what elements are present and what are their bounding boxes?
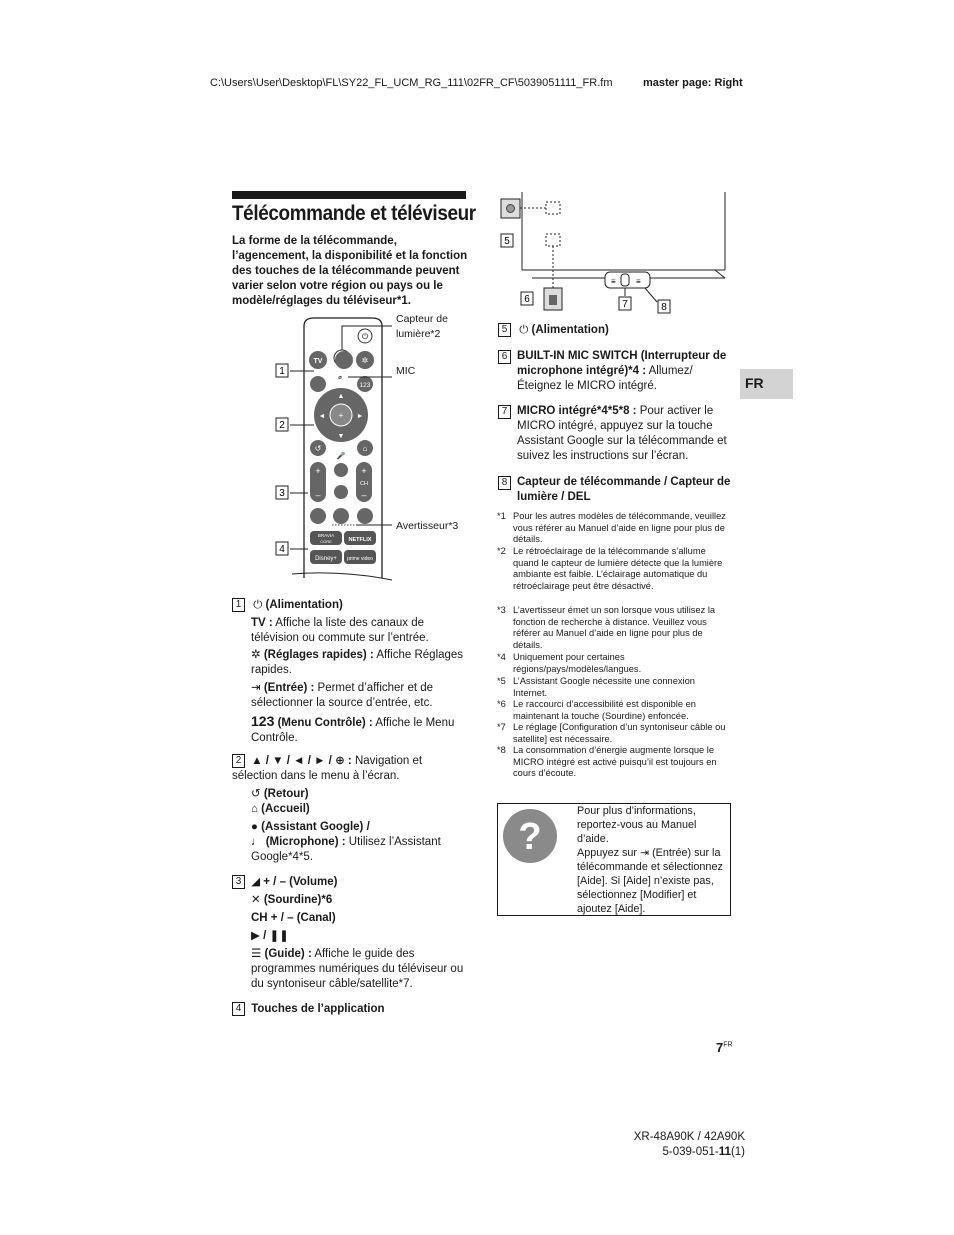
footnote-1	[497, 511, 731, 546]
help-symbol: ?	[518, 816, 542, 858]
disney-text: Disney+	[315, 556, 337, 562]
footnote-6	[497, 699, 731, 722]
part-number	[600, 1145, 745, 1160]
help-line-2b: (Entrée) sur la télécommande et sélectionnez [Aide]. Si [Aide] n’existe pas, sélectionnez [Modifier] et ajoutez [Aide].	[577, 847, 723, 915]
back-label: (Retour)	[263, 788, 309, 800]
quick-key: (Réglages rapides) :	[263, 649, 374, 661]
sensor-label: Capteur de	[396, 313, 448, 325]
footnote-7	[497, 722, 731, 745]
tv-power-label: (Alimentation)	[531, 324, 609, 337]
section-1	[232, 598, 468, 613]
quick-desc: Affiche Réglages rapides.	[251, 649, 464, 676]
home-label: (Accueil)	[261, 803, 310, 815]
footnote-8	[497, 745, 731, 780]
part-number-b: 11	[718, 1146, 731, 1158]
footnote-mark: *5	[497, 676, 506, 686]
svg-text:◄: ◄	[318, 413, 326, 420]
volume-icon: ◢	[251, 876, 261, 889]
bravia-text: BRAVIA	[317, 533, 335, 538]
section-4	[232, 1002, 468, 1017]
footnote-2	[497, 546, 731, 592]
footnote-mark: *8	[497, 745, 506, 755]
app-keys-label: Touches de l’application	[251, 1003, 385, 1016]
num-7: 7	[498, 405, 511, 419]
svg-text:≡: ≡	[611, 277, 616, 286]
svg-text:▲: ▲	[337, 393, 345, 400]
play-pause-separator: /	[263, 930, 267, 942]
footnote-mark: *7	[497, 722, 506, 732]
input-desc: Permet d’afficher et de sélectionner la source d’entrée, etc.	[251, 682, 434, 709]
play-button	[310, 508, 326, 524]
sensor-label-2: lumière*2	[396, 328, 441, 340]
assistant-label: (Assistant Google) /	[261, 821, 370, 833]
menu-desc: Affiche le Menu Contrôle.	[251, 717, 455, 744]
svg-text:⌂: ⌂	[362, 444, 368, 453]
footnote-text: L’avertisseur émet un son lorsque vous utilisez la fonction de recherche à distance. Veuillez vous référer au Manuel d’aide en ligne pour plus de détails.	[513, 605, 716, 650]
svg-text:+: +	[361, 466, 367, 476]
svg-text:+: +	[315, 466, 321, 476]
tv-figure	[497, 192, 733, 318]
svg-text:▼: ▼	[337, 433, 345, 440]
footnote-text: Uniquement pour certaines régions/pays/modèles/langues.	[513, 652, 642, 674]
mute-entry	[232, 893, 332, 908]
section-7	[498, 404, 732, 464]
svg-text:–: –	[315, 490, 321, 500]
footnote-mark: *6	[497, 699, 506, 709]
input-entry	[232, 681, 469, 711]
help-icon	[500, 806, 560, 866]
tv-entry	[232, 616, 469, 646]
google-assistant-top-button	[335, 351, 353, 369]
tv-power-location	[546, 202, 560, 214]
power-icon: ⏻	[253, 599, 263, 612]
svg-text:–: –	[361, 490, 367, 500]
num-1: 1	[232, 598, 245, 612]
play-pause-entry	[232, 929, 289, 944]
play-icon: ▶	[251, 930, 260, 942]
gear-icon: ✲	[251, 649, 261, 661]
guide-entry	[232, 947, 469, 992]
tv-num-8: 8	[661, 302, 667, 313]
remote-cut-line	[292, 573, 392, 580]
builtin-mic-desc: Pour activer le MICRO intégré, appuyez sur la touche Assistant Google sur la télécommande et suivez les instructions sur l’écran.	[517, 405, 727, 462]
master-page-label: master page: Right	[643, 77, 743, 89]
fig-num-3: 3	[279, 488, 285, 499]
num-3: 3	[232, 875, 245, 889]
tv-mic-switch-location	[546, 234, 560, 246]
mute-label: (Sourdine)*6	[263, 894, 333, 906]
svg-text:🎤: 🎤	[336, 453, 346, 460]
quick-settings-entry	[232, 648, 469, 678]
footnote-text: Le raccourci d’accessibilité est disponible en maintenant la touche (Sourdine) enfoncée.	[513, 699, 696, 721]
svg-text:≡: ≡	[636, 277, 641, 286]
help-text	[577, 804, 727, 916]
pause-button	[333, 508, 349, 524]
footnote-mark: *1	[497, 511, 506, 521]
svg-text:+: +	[338, 411, 344, 420]
core-text: CORE	[320, 539, 332, 544]
mute-button	[334, 485, 348, 499]
num-2: 2	[232, 754, 245, 768]
section-6	[498, 349, 732, 394]
footnote-4	[497, 652, 731, 675]
input-icon: ⇥	[251, 682, 261, 694]
assistant-entry	[232, 820, 370, 835]
section-8	[498, 475, 732, 505]
nav-desc: Navigation et sélection dans le menu à l’écran.	[232, 755, 423, 783]
pause-icon: ❚❚	[269, 930, 289, 942]
footnote-text: La consommation d’énergie augmente lorsque le MICRO intégré est activé puisqu’il est toujours en cours d’écoute.	[513, 745, 717, 778]
guide-button	[357, 508, 373, 524]
mic-key: (Microphone) :	[265, 836, 346, 848]
assistant-icon: ●	[251, 821, 258, 833]
intro-paragraph: La forme de la télécommande, l’agencement, la disponibilité et la fonction des touches de la télécommande peuvent varier selon votre région ou pays ou le modèle/réglages du téléviseur*1.	[232, 235, 468, 307]
home-icon: ⌂	[251, 803, 258, 815]
num-6: 6	[498, 350, 511, 364]
part-number-c: (1)	[730, 1146, 745, 1158]
page-number	[716, 1040, 733, 1055]
prime-text: prime video	[347, 556, 373, 562]
tv-num-5: 5	[504, 236, 510, 247]
guide-key: (Guide) :	[264, 948, 312, 960]
footnote-text: L’Assistant Google nécessite une connexion Internet.	[513, 676, 695, 698]
section-3	[232, 875, 468, 890]
num-4: 4	[232, 1002, 245, 1016]
help-line-1: Pour plus d’informations, reportez-vous au Manuel d’aide.	[577, 805, 697, 845]
builtin-mic-key: MICRO intégré*4*5*8 :	[517, 405, 637, 417]
mic-label: MIC	[396, 365, 416, 377]
mute-icon: ✕	[251, 894, 261, 906]
mic-mark: ⌀	[338, 375, 342, 381]
fig-num-2: 2	[279, 420, 285, 431]
menu-123-text: 123	[359, 382, 371, 389]
volume-label: + / – (Volume)	[263, 876, 338, 889]
tv-text: TV	[313, 358, 323, 365]
part-number-a: 5-039-051-	[662, 1146, 719, 1158]
footnote-3	[497, 605, 731, 651]
title-rule	[232, 191, 466, 199]
model-name: XR-48A90K / 42A90K	[633, 1131, 745, 1143]
svg-text:↺: ↺	[314, 444, 322, 453]
assistant-button	[334, 463, 348, 477]
page-number-suffix: FR	[723, 1041, 733, 1049]
guide-desc: Affiche le guide des programmes numériques du téléviseur ou du syntoniseur câble/satellite*7.	[251, 948, 464, 990]
power-label: (Alimentation)	[265, 599, 343, 612]
file-path: C:\Users\User\Desktop\FL\SY22_FL_UCM_RG_111\02FR_CF\5039051111_FR.fm	[210, 77, 613, 89]
menu-entry	[232, 714, 469, 746]
guide-icon: ☰	[251, 948, 262, 960]
footnote-mark: *2	[497, 546, 506, 556]
svg-text:⏻: ⏻	[361, 332, 369, 341]
remote-figure	[232, 312, 472, 594]
footnote-text: Pour les autres modèles de télécommande, veuillez vous référer au Manuel d’aide en ligne pour plus de détails.	[513, 511, 726, 544]
mic-desc: Utilisez l’Assistant Google*4*5.	[251, 836, 441, 863]
footnote-5	[497, 676, 731, 699]
home-entry	[232, 802, 310, 817]
tv-num-6: 6	[524, 294, 530, 305]
nav-key: ▲ / ▼ / ◄ / ► / ⊕ :	[251, 755, 352, 768]
svg-text:►: ►	[356, 413, 364, 420]
footnote-text: Le réglage [Configuration d’un syntoniseur câble ou satellite] est nécessaire.	[513, 722, 726, 744]
tv-power-icon: ⏻	[519, 324, 529, 337]
sensor-key: Capteur de télécommande / Capteur de lumière / DEL	[517, 476, 731, 503]
input-button	[310, 376, 326, 392]
page-title: Télécommande et téléviseur	[232, 202, 476, 225]
back-icon: ↺	[251, 788, 261, 800]
num-8: 8	[498, 476, 511, 490]
footnote-mark: *3	[497, 605, 506, 615]
mic-switch-key: BUILT-IN MIC SWITCH (Interrupteur de microphone intégré)*4 :	[517, 350, 727, 377]
input-key: (Entrée) :	[263, 682, 315, 694]
netflix-text: NETFLIX	[348, 537, 372, 543]
back-entry	[232, 787, 309, 802]
ch-text: CH	[360, 481, 368, 487]
language-tab	[740, 369, 793, 399]
fig-num-4: 4	[279, 544, 285, 555]
section-2	[232, 754, 468, 784]
footnote-text: Le rétroéclairage de la télécommande s’allume quand le capteur de lumière détecte que la lumière ambiante est faible. L’éclairage automatique du rétroéclairage peut être désactivé.	[513, 546, 723, 591]
fig-num-1: 1	[279, 366, 285, 377]
channel-label: CH + / – (Canal)	[251, 912, 336, 924]
input-icon: ⇥	[640, 847, 650, 859]
num-5: 5	[498, 323, 511, 337]
page-number-value: 7	[716, 1040, 724, 1055]
menu-123-icon: 123	[251, 713, 275, 729]
tv-desc: Affiche la liste des canaux de télévision ou commute sur l’entrée.	[251, 617, 429, 644]
buzzer-label: Avertisseur*3	[396, 520, 459, 532]
mic-entry	[232, 835, 469, 865]
section-5	[498, 323, 732, 338]
microphone-icon: ♩	[251, 836, 263, 848]
language-tab-label: FR	[745, 375, 764, 391]
tv-key: TV :	[251, 617, 273, 629]
footnote-mark: *4	[497, 652, 506, 662]
help-line-2a: Appuyez sur	[577, 847, 638, 859]
svg-text:✲: ✲	[361, 356, 369, 365]
tv-num-7: 7	[622, 299, 628, 310]
channel-entry	[232, 911, 336, 926]
menu-key: (Menu Contrôle) :	[277, 717, 373, 729]
mic-switch-desc: Allumez/Éteignez le MICRO intégré.	[517, 365, 693, 392]
model-info	[600, 1130, 745, 1160]
